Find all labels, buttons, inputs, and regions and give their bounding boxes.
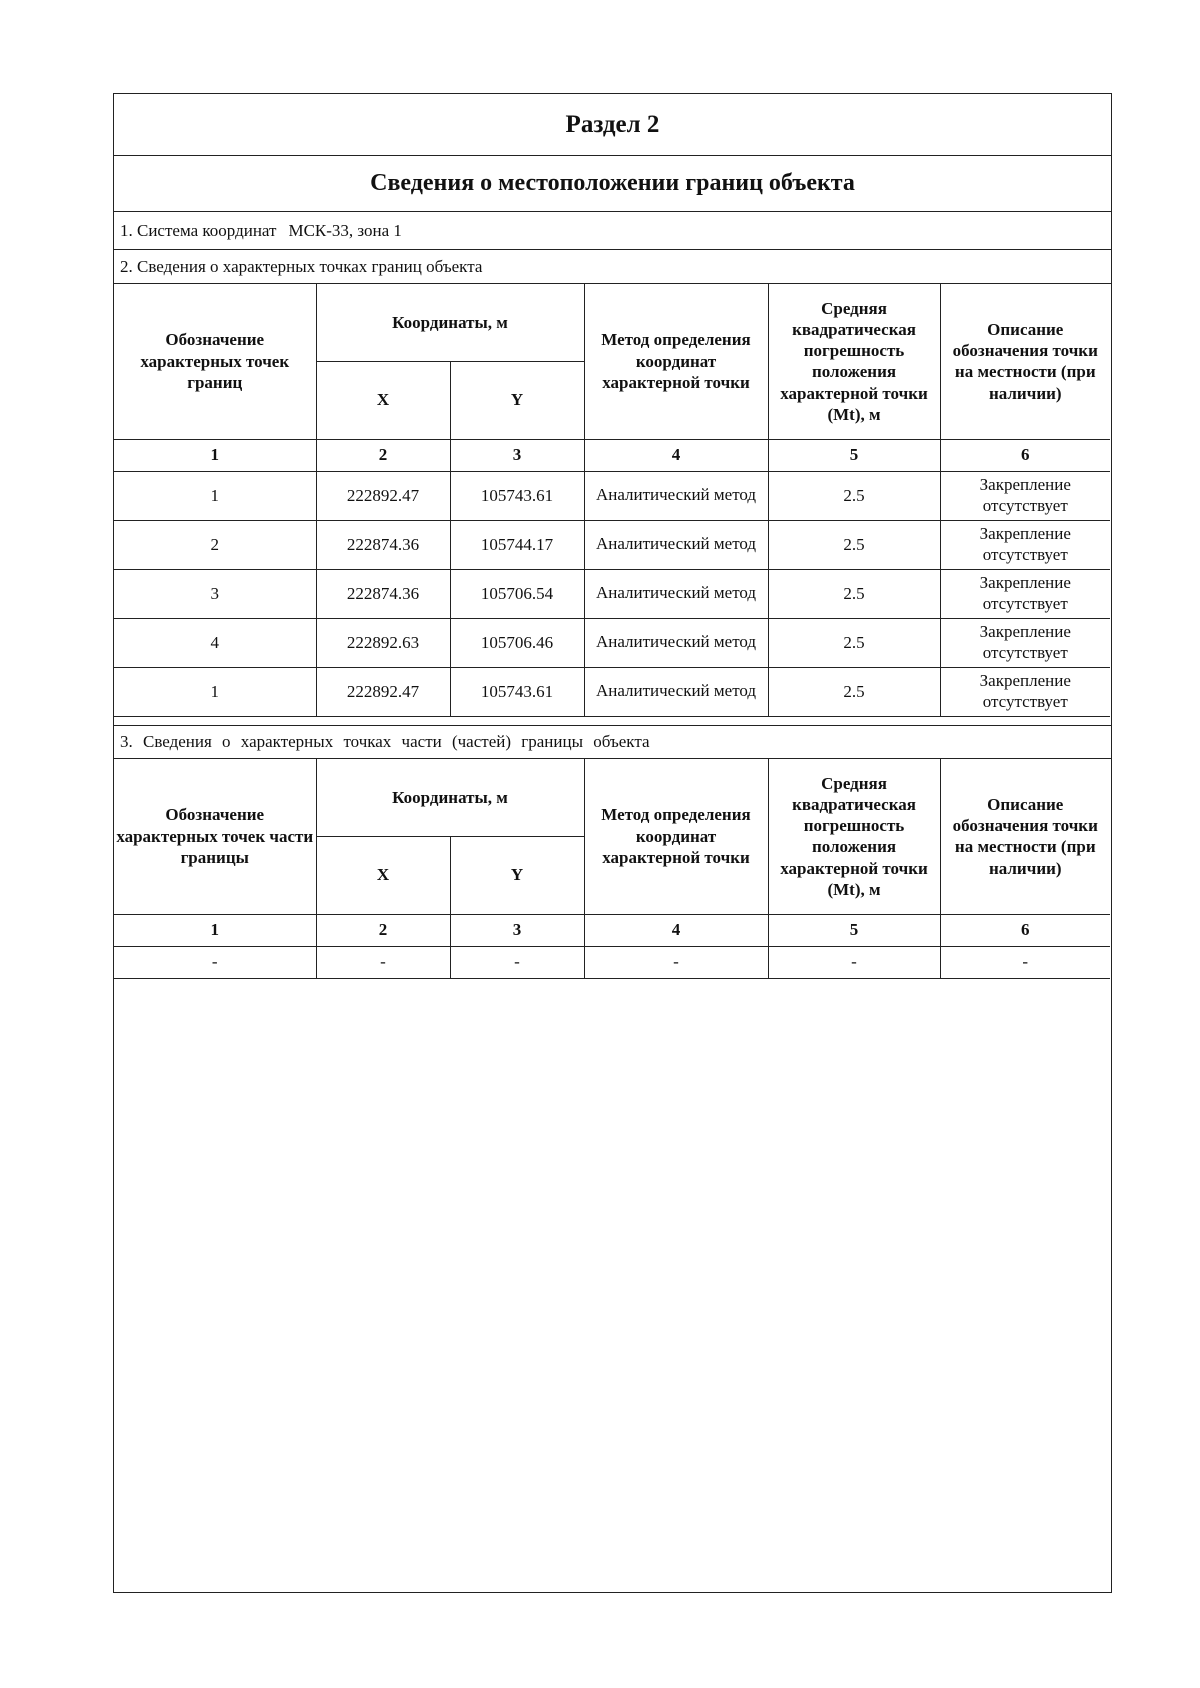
- header-designation: Обозначение характерных точек части границы: [114, 759, 316, 914]
- point-y: 105743.61: [450, 471, 584, 520]
- header-designation: Обозначение характерных точек границ: [114, 284, 316, 439]
- column-number: 3: [450, 439, 584, 471]
- header-x: X: [316, 361, 450, 439]
- point-x: 222874.36: [316, 520, 450, 569]
- column-numbers-row: [114, 914, 1110, 946]
- coord-system-value: МСК-33, зона 1: [288, 220, 402, 240]
- column-number: 1: [114, 914, 316, 946]
- column-number: 6: [940, 914, 1110, 946]
- point-y: 105706.54: [450, 569, 584, 618]
- point-id: 1: [114, 667, 316, 716]
- points-heading: 2. Сведения о характерных точках границ объекта: [114, 250, 1111, 284]
- header-x: X: [316, 836, 450, 914]
- part-point-y: -: [450, 946, 584, 978]
- header-method: Метод определения координат характерной точки: [584, 759, 768, 914]
- point-description: Закрепление отсутствует: [940, 569, 1110, 618]
- table-row: [114, 667, 1110, 716]
- point-x: 222892.47: [316, 471, 450, 520]
- header-error: Средняя квадратическая погрешность положения характерной точки (Mt), м: [768, 759, 940, 914]
- coord-system-line: [114, 212, 1111, 250]
- point-description: Закрепление отсутствует: [940, 618, 1110, 667]
- table-row: [114, 946, 1110, 978]
- header-description: Описание обозначения точки на местности (при наличии): [940, 759, 1110, 914]
- point-id: 3: [114, 569, 316, 618]
- point-y: 105743.61: [450, 667, 584, 716]
- column-number: 3: [450, 914, 584, 946]
- point-x: 222892.63: [316, 618, 450, 667]
- header-y: Y: [450, 836, 584, 914]
- part-boundary-points-table: [114, 759, 1110, 979]
- column-number: 5: [768, 914, 940, 946]
- point-method: Аналитический метод: [584, 569, 768, 618]
- column-number: 2: [316, 914, 450, 946]
- point-mt: 2.5: [768, 667, 940, 716]
- point-description: Закрепление отсутствует: [940, 471, 1110, 520]
- header-y: Y: [450, 361, 584, 439]
- header-description: Описание обозначения точки на местности (при наличии): [940, 284, 1110, 439]
- parts-heading-text: 3. Сведения о характерных точках части (частей) границы объекта: [120, 732, 650, 751]
- column-number: 1: [114, 439, 316, 471]
- column-number: 6: [940, 439, 1110, 471]
- parts-heading: [114, 725, 1111, 759]
- part-point-id: -: [114, 946, 316, 978]
- point-method: Аналитический метод: [584, 471, 768, 520]
- point-y: 105706.46: [450, 618, 584, 667]
- point-mt: 2.5: [768, 569, 940, 618]
- point-mt: 2.5: [768, 520, 940, 569]
- part-point-x: -: [316, 946, 450, 978]
- point-method: Аналитический метод: [584, 520, 768, 569]
- table-row: [114, 471, 1110, 520]
- table-row: [114, 520, 1110, 569]
- point-description: Закрепление отсутствует: [940, 520, 1110, 569]
- point-id: 2: [114, 520, 316, 569]
- coord-system-label: 1. Система координат: [120, 220, 277, 240]
- table-row: [114, 569, 1110, 618]
- column-number: 5: [768, 439, 940, 471]
- point-description: Закрепление отсутствует: [940, 667, 1110, 716]
- point-mt: 2.5: [768, 618, 940, 667]
- section-frame: [113, 93, 1112, 1593]
- point-id: 4: [114, 618, 316, 667]
- header-coordinates: Координаты, м: [316, 759, 584, 836]
- column-number: 4: [584, 439, 768, 471]
- part-point-method: -: [584, 946, 768, 978]
- section-subtitle: Сведения о местоположении границ объекта: [114, 156, 1111, 212]
- point-y: 105744.17: [450, 520, 584, 569]
- column-number: 2: [316, 439, 450, 471]
- table-row: [114, 618, 1110, 667]
- part-point-mt: -: [768, 946, 940, 978]
- point-id: 1: [114, 471, 316, 520]
- part-point-description: -: [940, 946, 1110, 978]
- point-method: Аналитический метод: [584, 667, 768, 716]
- point-x: 222892.47: [316, 667, 450, 716]
- column-number: 4: [584, 914, 768, 946]
- boundary-points-table: [114, 284, 1110, 717]
- column-numbers-row: [114, 439, 1110, 471]
- point-mt: 2.5: [768, 471, 940, 520]
- header-coordinates: Координаты, м: [316, 284, 584, 361]
- point-x: 222874.36: [316, 569, 450, 618]
- header-error: Средняя квадратическая погрешность положения характерной точки (Mt), м: [768, 284, 940, 439]
- section-title: Раздел 2: [114, 94, 1111, 156]
- point-method: Аналитический метод: [584, 618, 768, 667]
- header-method: Метод определения координат характерной точки: [584, 284, 768, 439]
